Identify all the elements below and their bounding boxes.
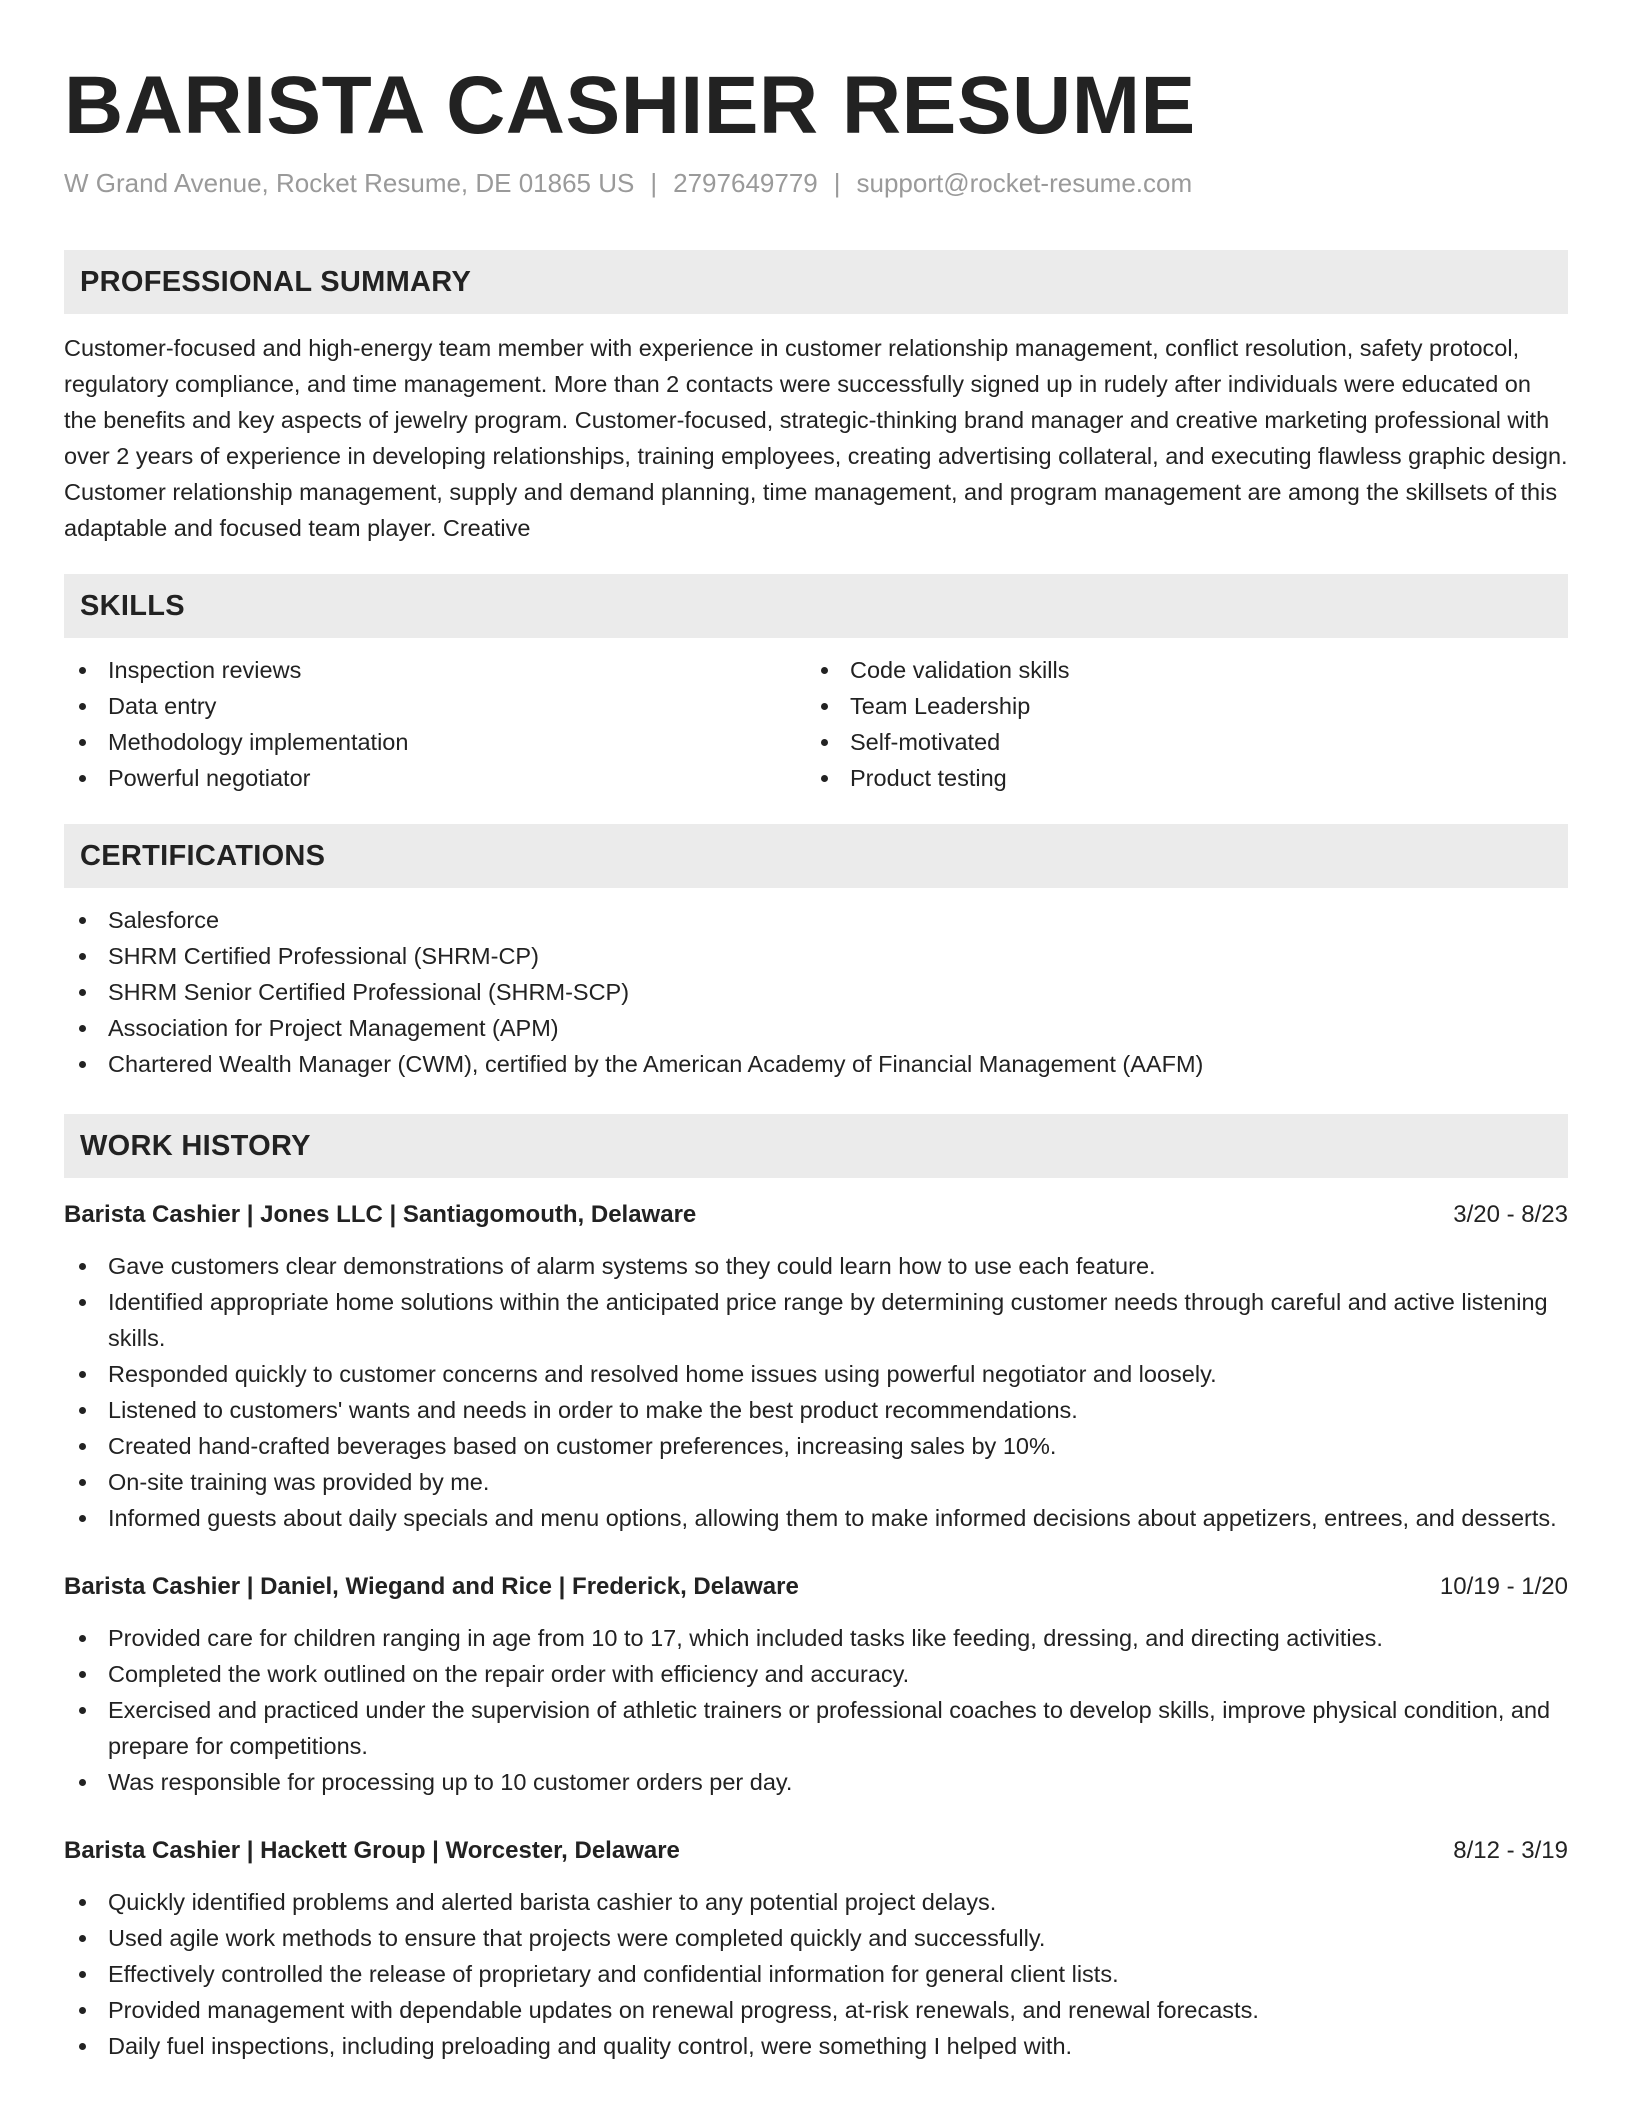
skills-heading: SKILLS bbox=[80, 589, 185, 622]
job-bullet: Created hand-crafted beverages based on customer preferences, increasing sales by 10%. bbox=[64, 1428, 1568, 1464]
skill-item: Self-motivated bbox=[806, 724, 1548, 760]
certification-item: Chartered Wealth Manager (CWM), certified by the American Academy of Financial Management (AAFM) bbox=[64, 1046, 1568, 1082]
work-history-heading: WORK HISTORY bbox=[80, 1129, 311, 1162]
certifications-list bbox=[64, 902, 1568, 1082]
job-entry bbox=[64, 1198, 1568, 1536]
job-bullet-list bbox=[64, 1620, 1568, 1800]
skills-list-right bbox=[806, 652, 1548, 796]
contact-phone: 2797649779 bbox=[673, 168, 818, 198]
skill-item: Methodology implementation bbox=[64, 724, 806, 760]
job-bullet: Responded quickly to customer concerns and resolved home issues using powerful negotiator and loosely. bbox=[64, 1356, 1568, 1392]
skill-item: Powerful negotiator bbox=[64, 760, 806, 796]
job-entry bbox=[64, 1834, 1568, 2064]
certification-item: Salesforce bbox=[64, 902, 1568, 938]
skills-section-header bbox=[64, 574, 1568, 638]
job-bullet: Gave customers clear demonstrations of alarm systems so they could learn how to use each feature. bbox=[64, 1248, 1568, 1284]
job-bullet: Provided care for children ranging in age from 10 to 17, which included tasks like feeding, dressing, and directing activities. bbox=[64, 1620, 1568, 1656]
summary-text: Customer-focused and high-energy team member with experience in customer relationship management, conflict resolution, safety protocol, regulatory compliance, and time management. More than 2 contacts were successfully signed up in rudely after individuals were educated on the benefits and key aspects of jewelry program. Customer-focused, strategic-thinking brand manager and creative marketing professional with over 2 years of experience in developing relationships, training employees, creating advertising collateral, and executing flawless graphic design. Customer relationship management, supply and demand planning, time management, and program management are among the skillsets of this adaptable and focused team player. Creative bbox=[64, 335, 1568, 541]
skill-item: Code validation skills bbox=[806, 652, 1548, 688]
skills-grid bbox=[64, 652, 1568, 796]
summary-section-header bbox=[64, 250, 1568, 314]
contact-separator: | bbox=[833, 168, 841, 198]
job-title: Barista Cashier | Hackett Group | Worcester, Delaware bbox=[64, 1837, 680, 1864]
certification-item: SHRM Certified Professional (SHRM-CP) bbox=[64, 938, 1568, 974]
job-bullet: Listened to customers' wants and needs in order to make the best product recommendations. bbox=[64, 1392, 1568, 1428]
job-bullet: Completed the work outlined on the repair order with efficiency and accuracy. bbox=[64, 1656, 1568, 1692]
contact-address: W Grand Avenue, Rocket Resume, DE 01865 US bbox=[64, 168, 635, 198]
certification-item: SHRM Senior Certified Professional (SHRM-SCP) bbox=[64, 974, 1568, 1010]
contact-line bbox=[64, 166, 1568, 200]
job-bullet: Daily fuel inspections, including preloading and quality control, were something I helped with. bbox=[64, 2028, 1568, 2064]
certifications-section-header bbox=[64, 824, 1568, 888]
job-bullet-list bbox=[64, 1884, 1568, 2064]
job-title: Barista Cashier | Daniel, Wiegand and Rice | Frederick, Delaware bbox=[64, 1573, 799, 1600]
job-header bbox=[64, 1570, 1568, 1604]
contact-separator: | bbox=[650, 168, 658, 198]
job-entry bbox=[64, 1570, 1568, 1800]
contact-email: support@rocket-resume.com bbox=[856, 168, 1193, 198]
job-bullet: Provided management with dependable updates on renewal progress, at-risk renewals, and renewal forecasts. bbox=[64, 1992, 1568, 2028]
skill-item: Team Leadership bbox=[806, 688, 1548, 724]
job-bullet: Identified appropriate home solutions within the anticipated price range by determining customer needs through careful and active listening skills. bbox=[64, 1284, 1568, 1356]
summary-heading: PROFESSIONAL SUMMARY bbox=[80, 265, 472, 298]
job-bullet: Exercised and practiced under the supervision of athletic trainers or professional coaches to develop skills, improve physical condition, and prepare for competitions. bbox=[64, 1692, 1568, 1764]
job-dates: 3/20 - 8/23 bbox=[1453, 1201, 1568, 1228]
skills-column-right bbox=[806, 652, 1548, 796]
job-bullet: Informed guests about daily specials and menu options, allowing them to make informed decisions about appetizers, entrees, and desserts. bbox=[64, 1500, 1568, 1536]
job-bullet: Effectively controlled the release of proprietary and confidential information for general client lists. bbox=[64, 1956, 1568, 1992]
work-history-section-header bbox=[64, 1114, 1568, 1178]
job-dates: 8/12 - 3/19 bbox=[1453, 1837, 1568, 1864]
job-bullet-list bbox=[64, 1248, 1568, 1536]
job-bullet: On-site training was provided by me. bbox=[64, 1464, 1568, 1500]
job-bullet: Quickly identified problems and alerted barista cashier to any potential project delays. bbox=[64, 1884, 1568, 1920]
skills-list-left bbox=[64, 652, 806, 796]
skill-item: Inspection reviews bbox=[64, 652, 806, 688]
job-bullet: Used agile work methods to ensure that projects were completed quickly and successfully. bbox=[64, 1920, 1568, 1956]
skill-item: Data entry bbox=[64, 688, 806, 724]
job-title: Barista Cashier | Jones LLC | Santiagomouth, Delaware bbox=[64, 1201, 697, 1228]
certification-item: Association for Project Management (APM) bbox=[64, 1010, 1568, 1046]
skill-item: Product testing bbox=[806, 760, 1548, 796]
job-header bbox=[64, 1834, 1568, 1868]
skills-column-left bbox=[64, 652, 806, 796]
job-bullet: Was responsible for processing up to 10 customer orders per day. bbox=[64, 1764, 1568, 1800]
job-header bbox=[64, 1198, 1568, 1232]
job-dates: 10/19 - 1/20 bbox=[1439, 1573, 1568, 1600]
certifications-heading: CERTIFICATIONS bbox=[80, 839, 326, 872]
resume-title: BARISTA CASHIER RESUME bbox=[64, 60, 1196, 151]
resume-page bbox=[64, 0, 1568, 2064]
